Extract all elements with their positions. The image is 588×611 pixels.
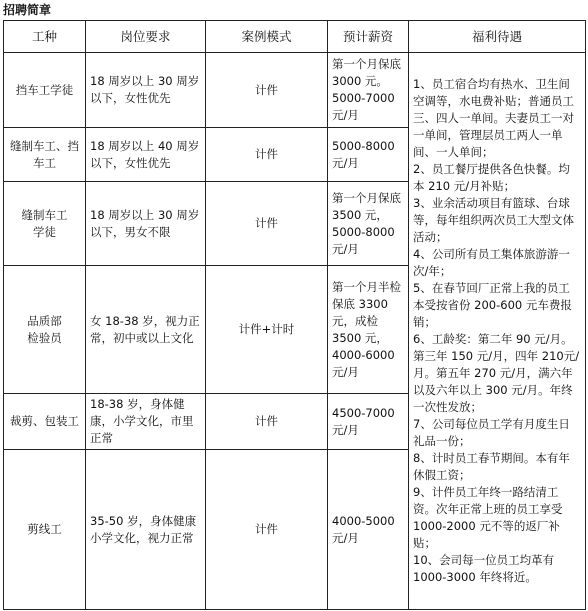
mode-cell: 计件 — [206, 394, 328, 450]
salary-cell: 4000-5000元/月 — [328, 450, 409, 610]
job-cell — [4, 266, 86, 394]
column-header-mode: 案例模式 — [206, 21, 328, 53]
benefit-item: 2、员工餐厅提供各色快餐。均本 210 元/月补贴； — [413, 162, 570, 193]
benefit-item: 1、员工宿合均有热水、卫生间空调等，水电费补贴；普通员工三、四人一单间。夫妻员工一对一单间，管理层员工两人一单间、一人单间； — [413, 77, 574, 159]
job-cell — [4, 450, 86, 610]
job-cell — [4, 53, 86, 128]
mode-cell: 计件 — [206, 450, 328, 610]
job-name-line2: 学徒 — [33, 224, 56, 239]
job-cell — [4, 394, 86, 450]
table-row — [4, 53, 586, 128]
benefit-item: 5、在春节回厂正常上我的员工本受按省份 200-600 元车费报销； — [413, 281, 572, 329]
job-name: 缝制车工 — [21, 207, 68, 222]
salary-cell: 第一个月保底 3000 元。5000-7000元/月 — [328, 53, 409, 128]
requirement-cell: 18-38 岁，身体健康，小学文化，市里正常 — [86, 394, 206, 450]
job-name: 品质部 — [27, 313, 62, 328]
requirement-cell: 35-50 岁，身体健康小学文化，视力正常 — [86, 450, 206, 610]
column-header-job: 工种 — [4, 21, 86, 53]
benefit-item: 7、公司每位员工学有月度生日礼品一份； — [413, 417, 570, 448]
salary-cell: 4500-7000元/月 — [328, 394, 409, 450]
job-name: 缝制车工、挡 — [10, 138, 79, 153]
benefit-item: 9、计件员工年终一路结清工资。次年正常上班的员工享受1000-2000 元不等的返厂补贴； — [413, 485, 563, 550]
job-name-line2: 检验员 — [27, 330, 62, 345]
benefit-item: 8、计时员工春节期间。本有年休假工资； — [413, 451, 570, 482]
requirement-cell: 18 周岁以上 30 周岁以下，男女不限 — [86, 182, 206, 266]
requirement-cell: 18 周岁以上 30 周岁以下，女性优先 — [86, 53, 206, 128]
benefit-item: 4、公司所有员工集体旅游游一次/年； — [413, 247, 570, 278]
column-header-requirement: 岗位要求 — [86, 21, 206, 53]
job-cell — [4, 182, 86, 266]
salary-cell: 5000-8000元/月 — [328, 128, 409, 182]
mode-cell: 计件 — [206, 182, 328, 266]
header-row — [4, 21, 586, 53]
mode-cell: 计件 — [206, 128, 328, 182]
salary-cell: 第一个月保底 3500 元，5000-8000元/月 — [328, 182, 409, 266]
column-header-benefits: 福利待遇 — [409, 21, 586, 53]
benefits-cell — [409, 53, 586, 610]
page-title: 招聘简章 — [3, 3, 52, 17]
benefit-item: 3、业余活动项目有篮球、台球等，每年组织两次员工大型文体活动； — [413, 196, 574, 244]
requirement-cell: 女 18-38 岁，视力正常，初中或以上文化 — [86, 266, 206, 394]
recruitment-table — [3, 20, 586, 610]
job-name-line2: 车工 — [33, 155, 56, 170]
mode-cell: 计件+计时 — [206, 266, 328, 394]
job-name: 剪线工 — [27, 522, 62, 536]
benefit-item: 10、会司每一位员工均革有1000-3000 年终将近。 — [413, 553, 555, 584]
column-header-salary: 预计薪资 — [328, 21, 409, 53]
salary-cell: 第一个月半检保底 3300 元，成检 3500 元，4000-6000元/月 — [328, 266, 409, 394]
mode-cell: 计件 — [206, 53, 328, 128]
job-name: 挡车工学徒 — [15, 82, 74, 97]
job-cell — [4, 128, 86, 182]
job-name: 裁剪、包装工 — [10, 414, 79, 428]
benefit-item: 6、工龄奖：第二年 90 元/月。第三年 150 元/月，四年 210元/月。第五年 270 元/月，满六年以及六年以上 300 元/月。年终一次性发放； — [413, 332, 580, 414]
requirement-cell: 18 周岁以上 40 周岁以下，女性优先 — [86, 128, 206, 182]
